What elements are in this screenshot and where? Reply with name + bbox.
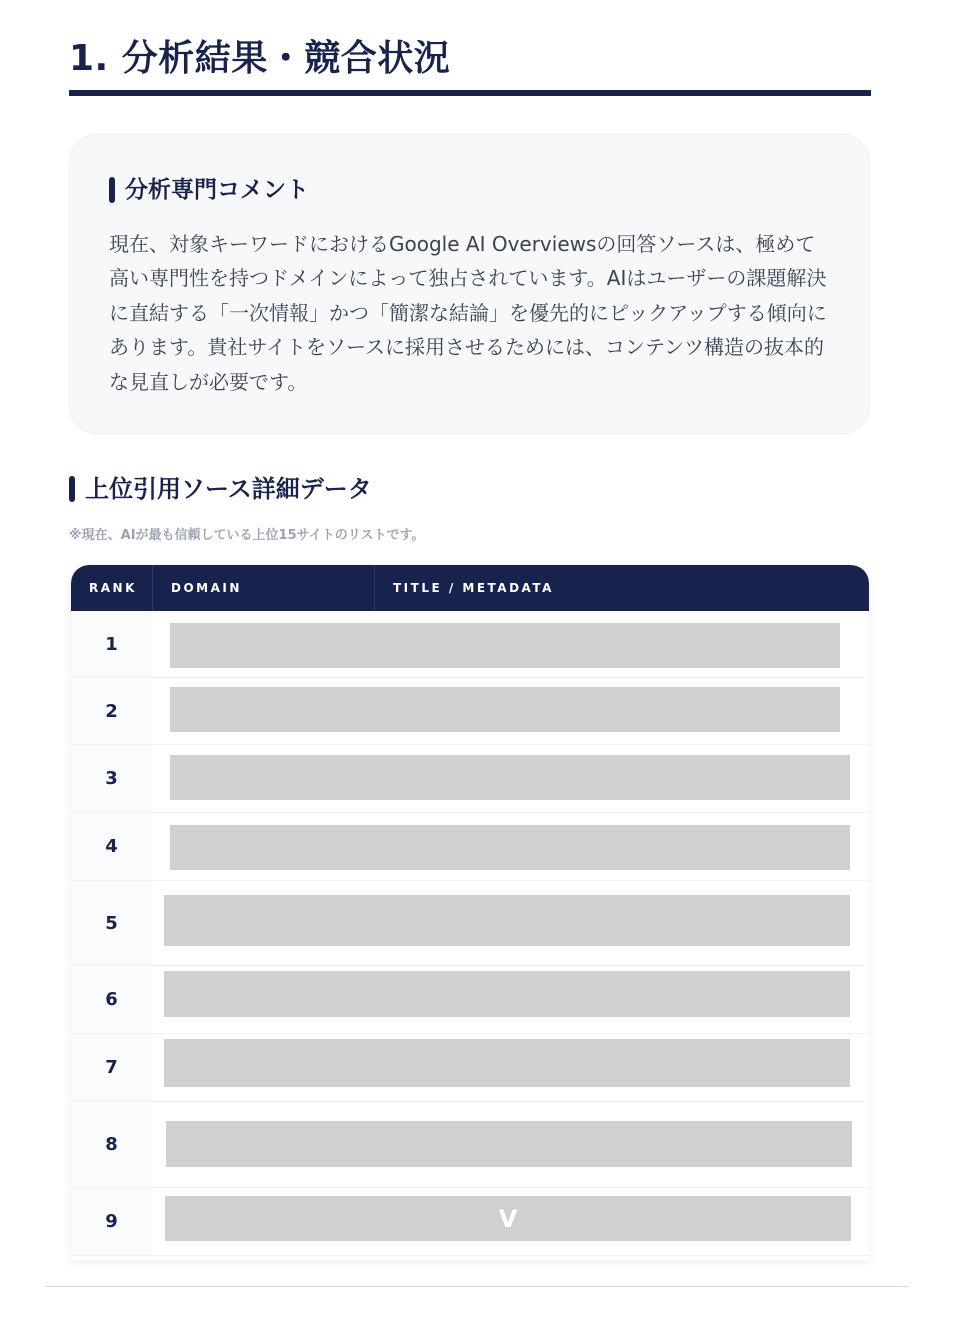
table-row bbox=[71, 966, 869, 1034]
table-row bbox=[71, 678, 869, 745]
column-header-domain: DOMAIN bbox=[171, 581, 242, 595]
rank-cell: 9 bbox=[71, 1188, 152, 1255]
redacted-cell bbox=[166, 1121, 852, 1167]
table-row bbox=[71, 1102, 869, 1188]
table-header bbox=[71, 565, 869, 611]
table-row bbox=[71, 1034, 869, 1102]
title-rule bbox=[69, 90, 871, 96]
rank-cell: 1 bbox=[71, 611, 152, 677]
comment-body: 現在、対象キーワードにおけるGoogle AI Overviewsの回答ソースは、極めて高い専門性を持つドメインによって独占されています。AIはユーザーの課題解決に直結する「一次情報」かつ「簡潔な結論」を優先的にピックアップする傾向にあります。貴社サイトをソースに採用させるためには、コンテンツ構造の抜本的な見直しが必要です。 bbox=[109, 232, 827, 394]
table-row bbox=[71, 1188, 869, 1256]
table-row bbox=[71, 881, 869, 966]
redacted-cell: V bbox=[165, 1196, 851, 1241]
rank-cell: 5 bbox=[71, 881, 152, 965]
column-divider bbox=[374, 565, 375, 611]
page-bottom-divider bbox=[45, 1286, 909, 1287]
redacted-cell bbox=[164, 971, 850, 1017]
table-row bbox=[71, 745, 869, 813]
analysis-comment-panel bbox=[69, 134, 870, 434]
rank-cell: 7 bbox=[71, 1034, 152, 1101]
comment-heading: 分析専門コメント bbox=[109, 175, 309, 205]
column-header-title: TITLE / METADATA bbox=[393, 581, 554, 595]
page-title: 1. 分析結果・競合状況 bbox=[69, 38, 451, 79]
table-row bbox=[71, 611, 869, 678]
redacted-cell bbox=[170, 623, 840, 668]
column-header-rank: RANK bbox=[89, 581, 137, 595]
rank-cell: 2 bbox=[71, 678, 152, 744]
table-row bbox=[71, 813, 869, 881]
redacted-cell bbox=[164, 1039, 850, 1087]
sources-note: ※現在、AIが最も信頼している上位15サイトのリストです。 bbox=[69, 528, 425, 543]
rank-cell: 4 bbox=[71, 813, 152, 880]
redacted-cell bbox=[170, 755, 850, 800]
sources-table bbox=[71, 565, 869, 1260]
rank-cell: 3 bbox=[71, 745, 152, 812]
column-divider bbox=[152, 565, 153, 611]
sources-heading: 上位引用ソース詳細データ bbox=[69, 474, 372, 504]
redacted-cell bbox=[170, 687, 840, 732]
redacted-cell bbox=[164, 895, 850, 946]
redacted-cell bbox=[170, 825, 850, 870]
rank-cell: 6 bbox=[71, 966, 152, 1033]
rank-cell: 8 bbox=[71, 1102, 152, 1187]
